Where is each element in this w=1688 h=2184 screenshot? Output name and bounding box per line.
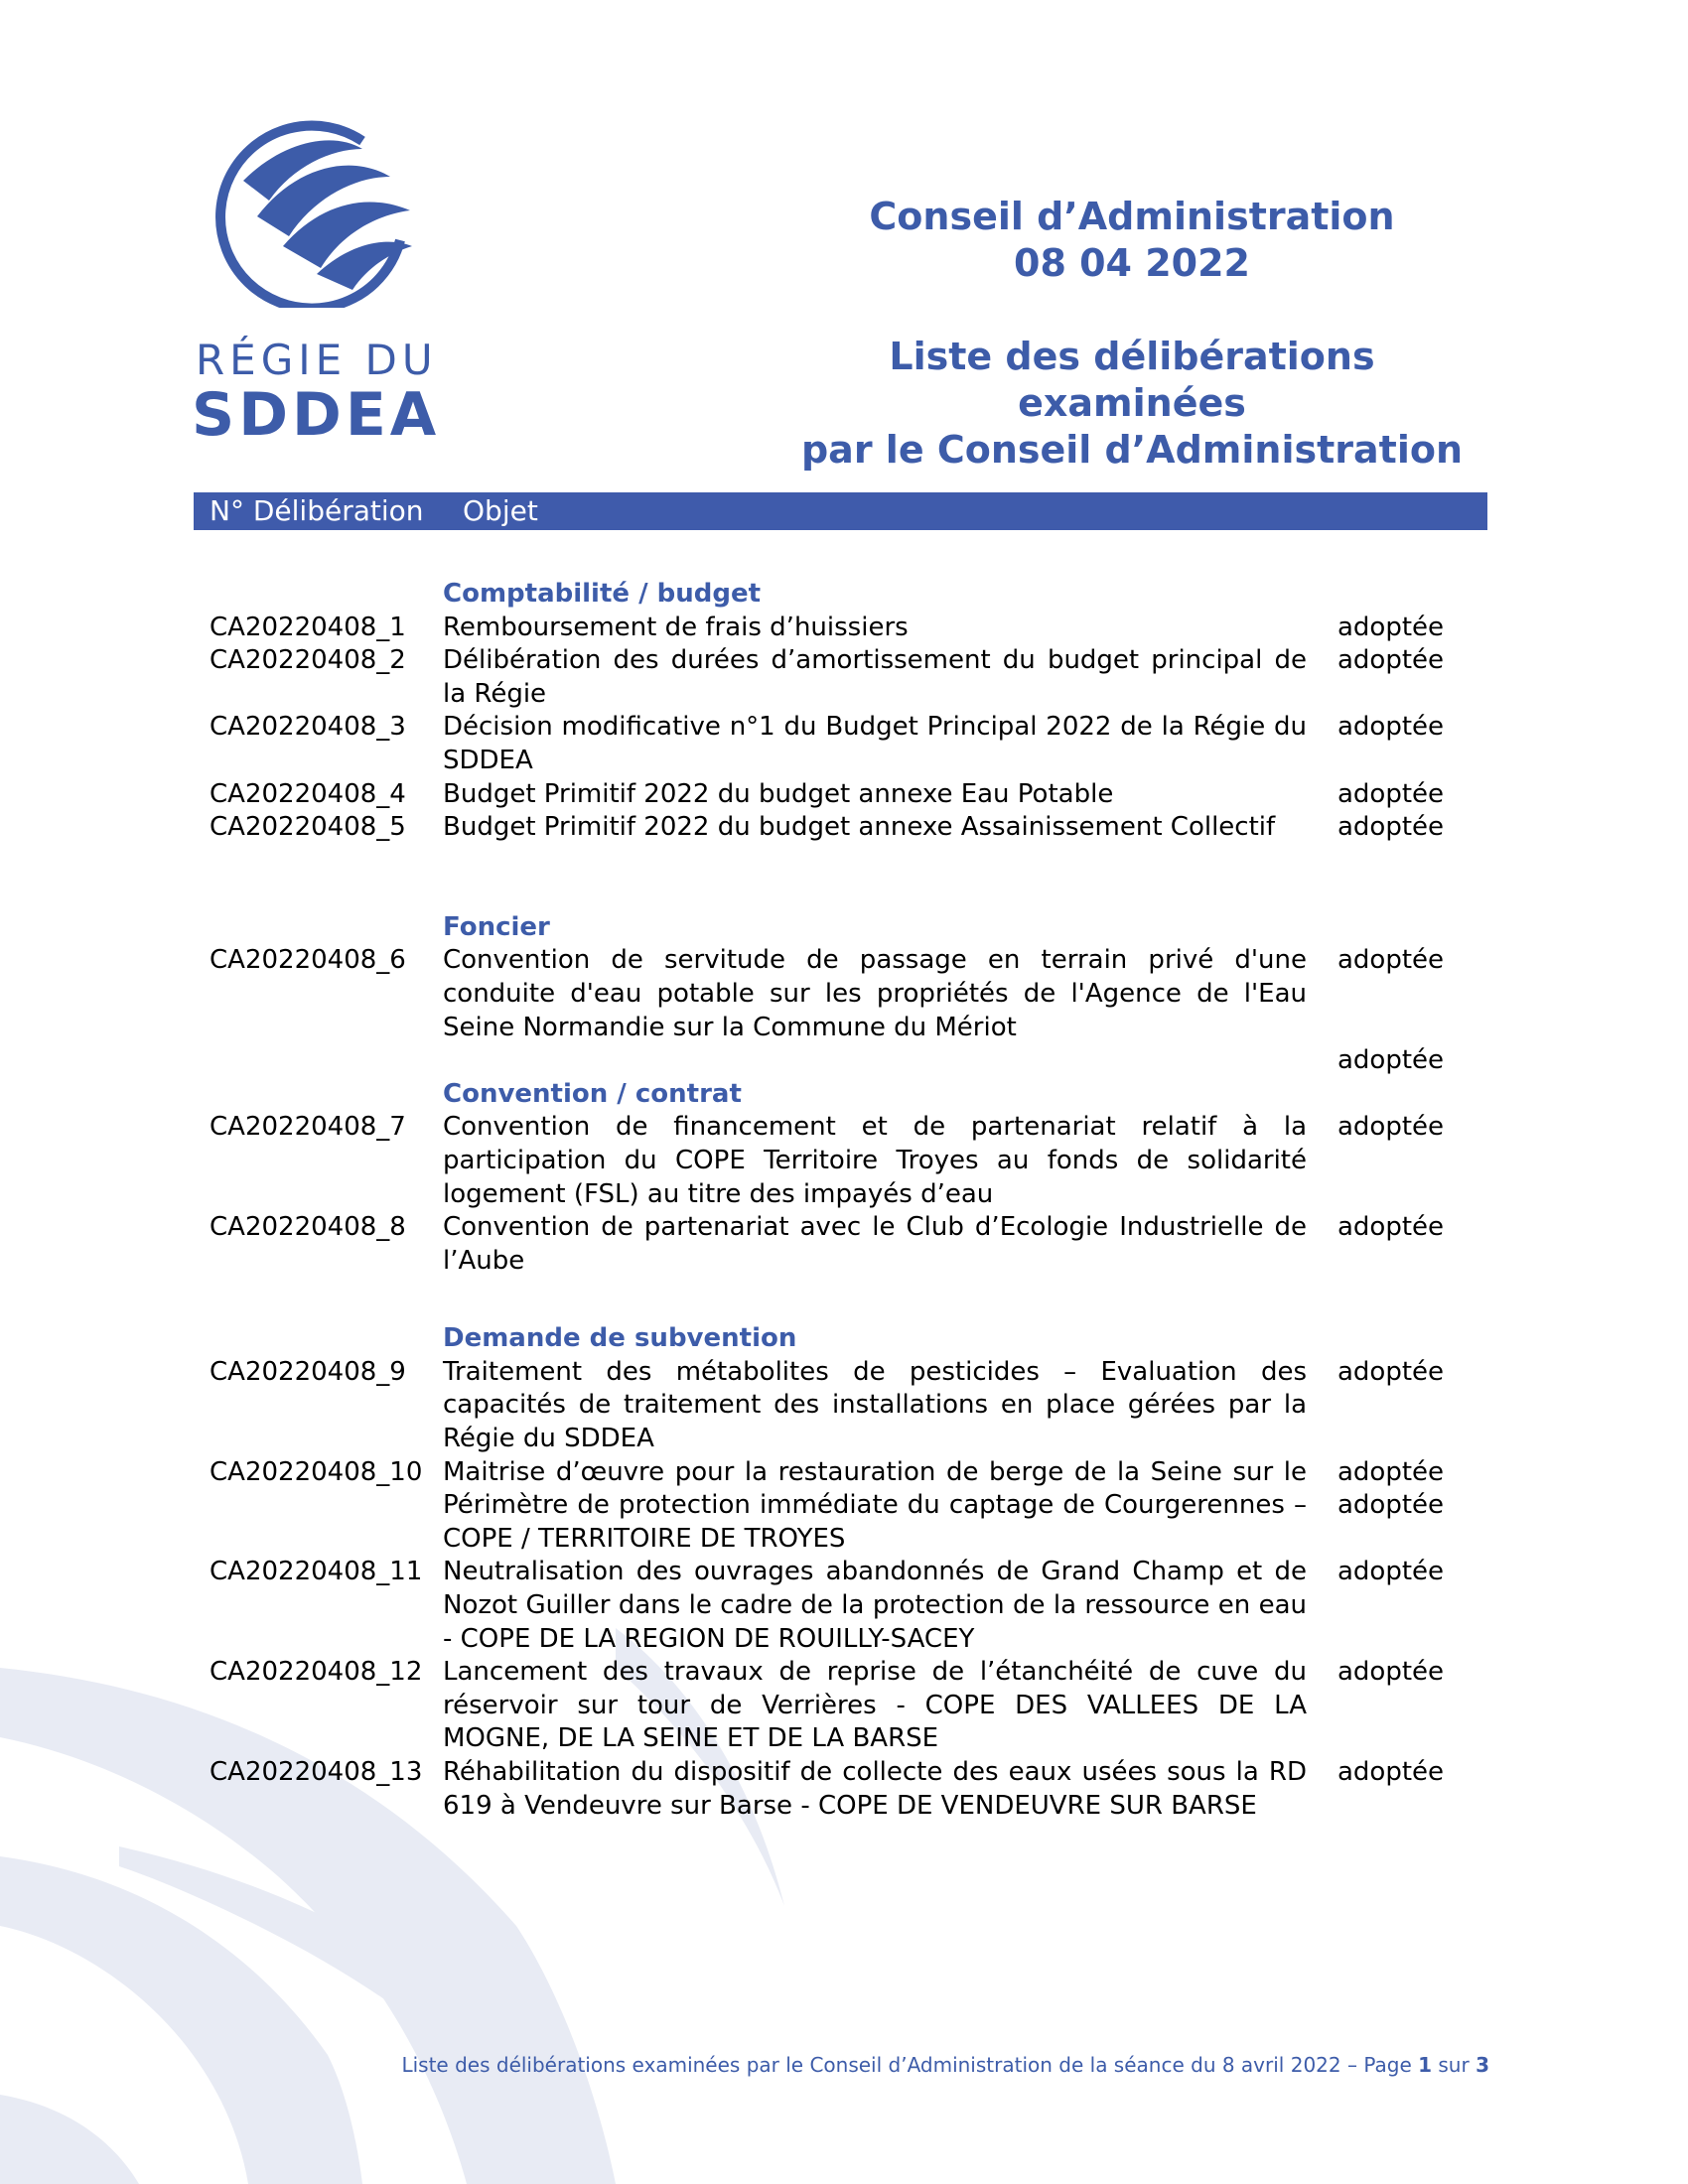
deliberation-number: CA20220408_4 [210,778,406,809]
deliberation-number: CA20220408_5 [210,812,406,843]
footer-page-number: 1 [1418,2053,1433,2077]
deliberations-list [194,578,1487,1823]
deliberation-number: CA20220408_9 [210,1356,406,1387]
deliberation-objet: Remboursement de frais d’huissiers [443,612,909,642]
deliberation-objet: Lancement des travaux de reprise de l’étanchéité de cuve du réservoir sur tour de Verrières - COPE DES VALLEES DE LA MOGNE, DE LA SEINE ET DE LA BARSE [443,1657,1307,1754]
section-title-convention: Convention / contrat [443,1078,742,1109]
deliberation-status: adoptée [1337,612,1445,642]
deliberation-objet: Réhabilitation du dispositif de collecte des eaux usées sous la RD 619 à Vendeuvre sur Barse - COPE DE VENDEUVRE SUR BARSE [443,1757,1307,1821]
table-row [194,778,1487,812]
deliberation-number: CA20220408_7 [210,1112,406,1143]
deliberation-objet: Traitement des métabolites de pesticides – Evaluation des capacités de traitement des installations en place gérées par la Régie du SDDEA [443,1356,1307,1454]
column-header-objet: Objet [463,494,538,527]
deliberation-number: CA20220408_3 [210,712,406,743]
deliberation-number: CA20220408_8 [210,1212,406,1243]
deliberation-objet: Délibération des durées d’amortissement du budget principal de la Régie [443,645,1307,709]
deliberation-number: CA20220408_2 [210,645,406,676]
table-row [194,1044,1487,1078]
table-row [194,1756,1487,1823]
table-row [194,1356,1487,1456]
column-header-number: N° Délibération [210,494,424,527]
deliberation-objet: Budget Primitif 2022 du budget annexe Eau Potable [443,778,1114,809]
footer-page-total: 3 [1476,2053,1489,2077]
table-row [194,1656,1487,1756]
wave-emblem-icon [213,119,412,308]
deliberation-number: CA20220408_10 [210,1456,423,1487]
deliberation-objet: Convention de financement et de partenariat relatif à la participation du COPE Territoire Troyes au fonds de solidarité logement (FSL) au titre des impayés d’eau [443,1112,1307,1209]
deliberation-objet: Budget Primitif 2022 du budget annexe Assainissement Collectif [443,812,1276,843]
deliberation-number: CA20220408_1 [210,612,406,642]
meeting-date: 08 04 2022 [1014,241,1250,285]
deliberation-status: adoptée [1337,1045,1445,1076]
section-title-foncier: Foncier [443,911,550,942]
footer-sur: sur [1438,2053,1470,2077]
page-footer [377,2053,1489,2077]
deliberation-number: CA20220408_13 [210,1757,423,1787]
logo-text-sddea: SDDEA [192,380,441,450]
table-row [194,612,1487,645]
deliberation-status: adoptée [1337,778,1445,809]
section-title-comptabilite: Comptabilité / budget [443,579,762,609]
table-row [194,644,1487,711]
deliberation-number: CA20220408_12 [210,1657,423,1688]
table-row [194,1456,1487,1557]
deliberation-number: CA20220408_6 [210,945,406,976]
page-subtitle-line2: par le Conseil d’Administration [800,428,1464,472]
document-title-block [774,194,1489,474]
deliberation-objet: Neutralisation des ouvrages abandonnés de Grand Champ et de Nozot Guiller dans le cadre de la protection de la ressource en eau - COPE DE LA REGION DE ROUILLY-SACEY [443,1557,1307,1654]
deliberation-status: adoptée [1337,1356,1445,1387]
deliberation-status: adoptée [1337,712,1445,743]
deliberation-objet: Convention de partenariat avec le Club d’Ecologie Industrielle de l’Aube [443,1212,1307,1276]
deliberation-status: adoptée [1337,812,1445,843]
deliberation-number: CA20220408_11 [210,1557,423,1587]
section-title-subvention: Demande de subvention [443,1323,797,1354]
deliberation-status: adoptée [1337,1757,1445,1787]
deliberation-status: adoptée [1337,945,1445,976]
deliberation-objet: Maitrise d’œuvre pour la restauration de berge de la Seine sur le Périmètre de protection immédiate du captage de Courgerennes – COPE / TERRITOIRE DE TROYES [443,1456,1307,1554]
table-row [194,811,1487,845]
deliberation-objet: Convention de servitude de passage en terrain privé d'une conduite d'eau potable sur les propriétés de l'Agence de l'Eau Seine Normandie sur la Commune du Mériot [443,945,1307,1042]
table-row [194,711,1487,777]
deliberation-status [1337,1456,1477,1523]
table-row [194,944,1487,1044]
deliberation-status: adoptée [1337,1657,1445,1688]
deliberation-status: adoptée [1337,1112,1445,1143]
table-row [194,1211,1487,1278]
page-title: Conseil d’Administration [869,195,1395,238]
deliberation-status: adoptée [1337,1557,1445,1587]
sddea-logo [189,119,441,457]
deliberation-status: adoptée [1337,645,1445,676]
logo-text-regie: RÉGIE DU [196,336,438,384]
page-subtitle-line1: Liste des délibérations examinées [889,335,1375,425]
footer-text: Liste des délibérations examinées par le Conseil d’Administration de la séance du 8 avril 2022 – Page [401,2053,1412,2077]
deliberation-objet: Décision modificative n°1 du Budget Principal 2022 de la Régie du SDDEA [443,712,1307,775]
deliberation-status: adoptée [1337,1212,1445,1243]
status-line-1: adoptée [1337,1456,1445,1487]
status-line-2: adoptée [1337,1490,1445,1521]
table-row [194,1111,1487,1211]
table-header-bar [194,492,1487,530]
table-row [194,1556,1487,1656]
